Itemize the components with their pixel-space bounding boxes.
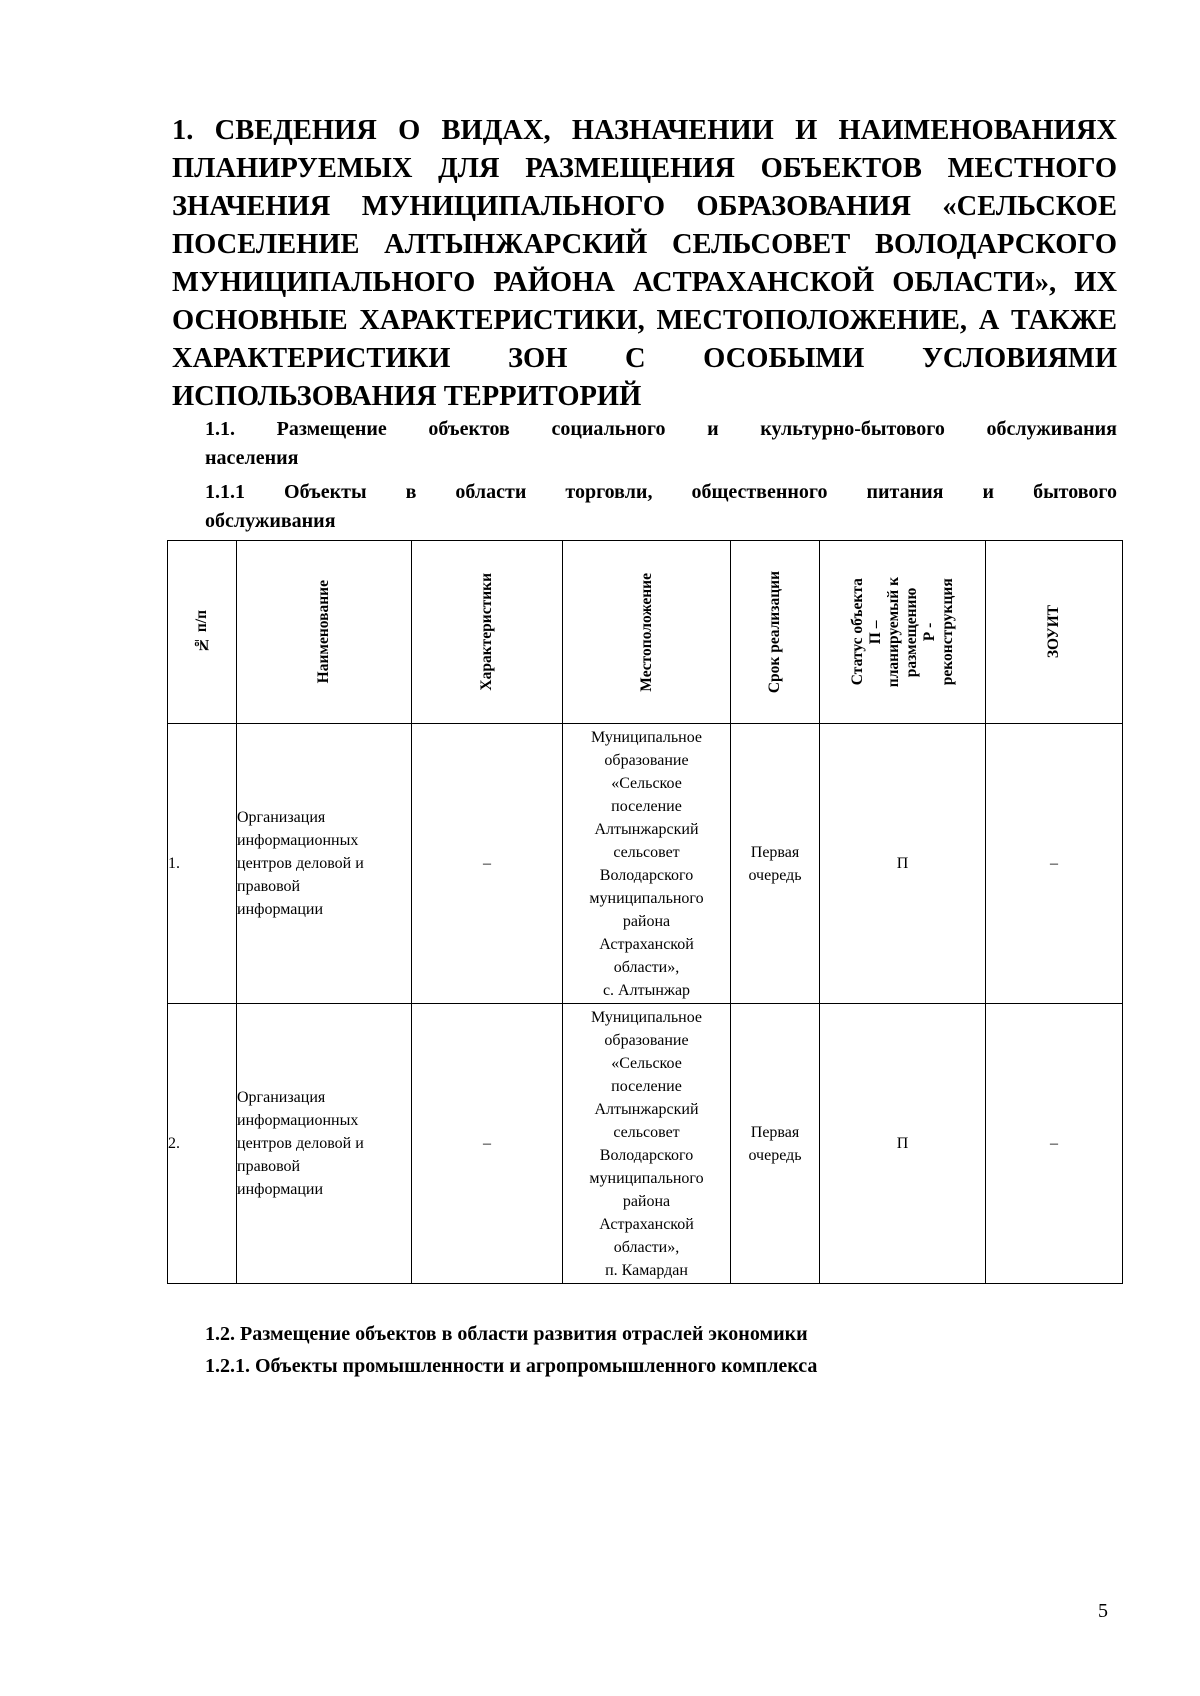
main-heading-line: ПЛАНИРУЕМЫХ ДЛЯ РАЗМЕЩЕНИЯ ОБЪЕКТОВ МЕСТНОГО xyxy=(172,153,1117,184)
header-name xyxy=(237,541,412,724)
subsection-heading-line: 1.1. Размещение объектов социального и культурно-бытового обслуживания xyxy=(205,418,1117,440)
cell-zouit: – xyxy=(986,1004,1123,1284)
main-heading-line: 1. СВЕДЕНИЯ О ВИДАХ, НАЗНАЧЕНИИ И НАИМЕНОВАНИЯХ xyxy=(172,115,1117,146)
subsection-heading-line: обслуживания xyxy=(205,510,336,532)
header-location-label: Местоположение xyxy=(637,572,655,692)
main-heading xyxy=(172,112,1117,416)
cell-term: Первая очередь xyxy=(731,1004,820,1284)
header-name-label: Наименование xyxy=(315,580,332,684)
header-zouit-label: ЗОУИТ xyxy=(1045,605,1062,659)
page-number: 5 xyxy=(1098,1600,1108,1622)
cell-name: Организация информационных центров деловой и правовой информации xyxy=(237,724,412,1004)
main-heading-line: ОСНОВНЫЕ ХАРАКТЕРИСТИКИ, МЕСТОПОЛОЖЕНИЕ, А ТАКЖЕ xyxy=(172,305,1117,336)
subsection-heading-1-1 xyxy=(205,415,1117,473)
cell-name: Организация информационных центров деловой и правовой информации xyxy=(237,1004,412,1284)
subsection-heading-line: населения xyxy=(205,447,299,469)
cell-characteristics: – xyxy=(412,1004,563,1284)
subsection-heading-1-2 xyxy=(205,1320,1117,1349)
main-heading-line: МУНИЦИПАЛЬНОГО РАЙОНА АСТРАХАНСКОЙ ОБЛАСТИ», ИХ xyxy=(172,267,1117,298)
cell-num: 2. xyxy=(168,1004,237,1284)
header-num-label: № п/п xyxy=(193,610,210,654)
header-zouit xyxy=(986,541,1123,724)
header-term-label: Срок реализации xyxy=(766,570,783,694)
subsection-heading-line: 1.2. Размещение объектов в области развития отраслей экономики xyxy=(205,1323,808,1345)
header-characteristics-label: Характеристики xyxy=(478,573,495,691)
header-term xyxy=(731,541,820,724)
subsection-heading-line: 1.2.1. Объекты промышленности и агропромышленного комплекса xyxy=(205,1355,818,1377)
subsection-heading-1-2-1 xyxy=(205,1352,1117,1381)
cell-location: Муниципальное образование «Сельское поселение Алтынжарский сельсовет Володарского муниципального района Астраханской области», с. Алтынжар xyxy=(563,724,731,1004)
header-characteristics xyxy=(412,541,563,724)
subsection-heading-1-1-1 xyxy=(205,478,1117,536)
table-row xyxy=(168,724,1123,1004)
cell-characteristics: – xyxy=(412,724,563,1004)
table-header-row xyxy=(168,541,1123,724)
cell-num: 1. xyxy=(168,724,237,1004)
cell-status: П xyxy=(820,724,986,1004)
subsection-heading-line: 1.1.1 Объекты в области торговли, общественного питания и бытового xyxy=(205,481,1117,503)
main-heading-line: ИСПОЛЬЗОВАНИЯ ТЕРРИТОРИЙ xyxy=(172,381,642,412)
main-heading-line: ПОСЕЛЕНИЕ АЛТЫНЖАРСКИЙ СЕЛЬСОВЕТ ВОЛОДАРСКОГО xyxy=(172,229,1117,260)
cell-term: Первая очередь xyxy=(731,724,820,1004)
cell-status: П xyxy=(820,1004,986,1284)
table-row xyxy=(168,1004,1123,1284)
header-status-label: Статус объекта П – планируемый к размещению Р - реконструкция xyxy=(848,576,956,688)
header-num xyxy=(168,541,237,724)
main-heading-line: ХАРАКТЕРИСТИКИ ЗОН С ОСОБЫМИ УСЛОВИЯМИ xyxy=(172,343,1117,374)
header-location xyxy=(563,541,731,724)
main-heading-line: ЗНАЧЕНИЯ МУНИЦИПАЛЬНОГО ОБРАЗОВАНИЯ «СЕЛЬСКОЕ xyxy=(172,191,1117,222)
cell-zouit: – xyxy=(986,724,1123,1004)
header-status xyxy=(820,541,986,724)
cell-location: Муниципальное образование «Сельское поселение Алтынжарский сельсовет Володарского муниципального района Астраханской области», п. Камардан xyxy=(563,1004,731,1284)
objects-table xyxy=(167,540,1123,1284)
